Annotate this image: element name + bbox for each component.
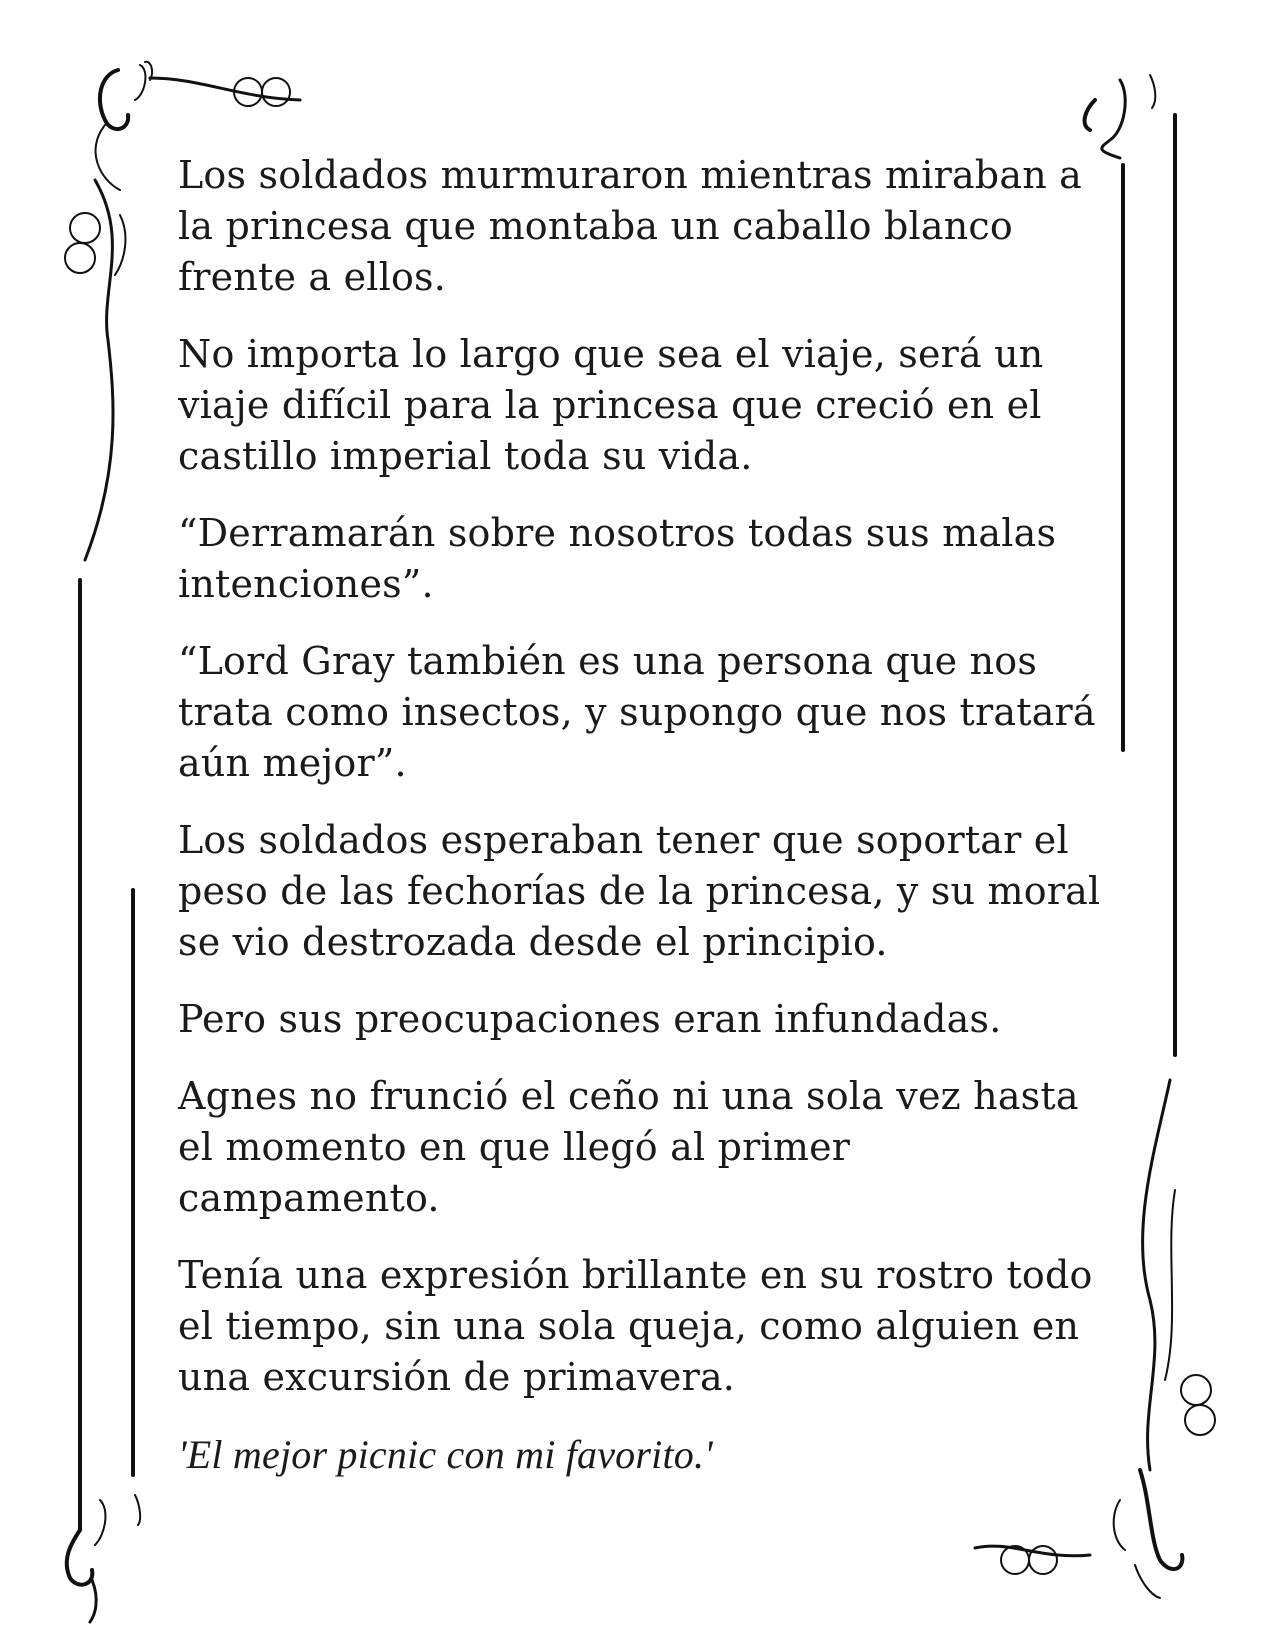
paragraph-9-italic-thought: 'El mejor picnic con mi favorito.' (178, 1432, 713, 1477)
bottom-left-flourish-icon (67, 1495, 140, 1622)
paragraph-6: Pero sus preocupaciones eran infundadas. (178, 997, 1002, 1041)
paragraph-5: Los soldados esperaban tener que soportar el peso de las fechorías de la princesa, y su moral se vio destrozada desde el principio. (178, 818, 1101, 964)
paragraph-2: No importa lo largo que sea el viaje, será un viaje difícil para la princesa que creció en el castillo imperial toda su vida. (178, 332, 1044, 478)
top-right-flourish-icon (1085, 75, 1156, 158)
main-text-block (178, 150, 1108, 1506)
paragraph-1: Los soldados murmuraron mientras miraban a la princesa que montaba un caballo blanco frente a ellos. (178, 153, 1082, 299)
paragraph-4: “Lord Gray también es una persona que nos trata como insectos, y supongo que nos tratará aún mejor”. (178, 639, 1096, 785)
paragraph-7: Agnes no frunció el ceño ni una sola vez hasta el momento en que llegó al primer campamento. (178, 1074, 1079, 1220)
paragraph-3: “Derramarán sobre nosotros todas sus malas intenciones”. (178, 511, 1057, 606)
paragraph-8: Tenía una expresión brillante en su rostro todo el tiempo, sin una sola queja, como alguien en una excursión de primavera. (178, 1253, 1093, 1399)
